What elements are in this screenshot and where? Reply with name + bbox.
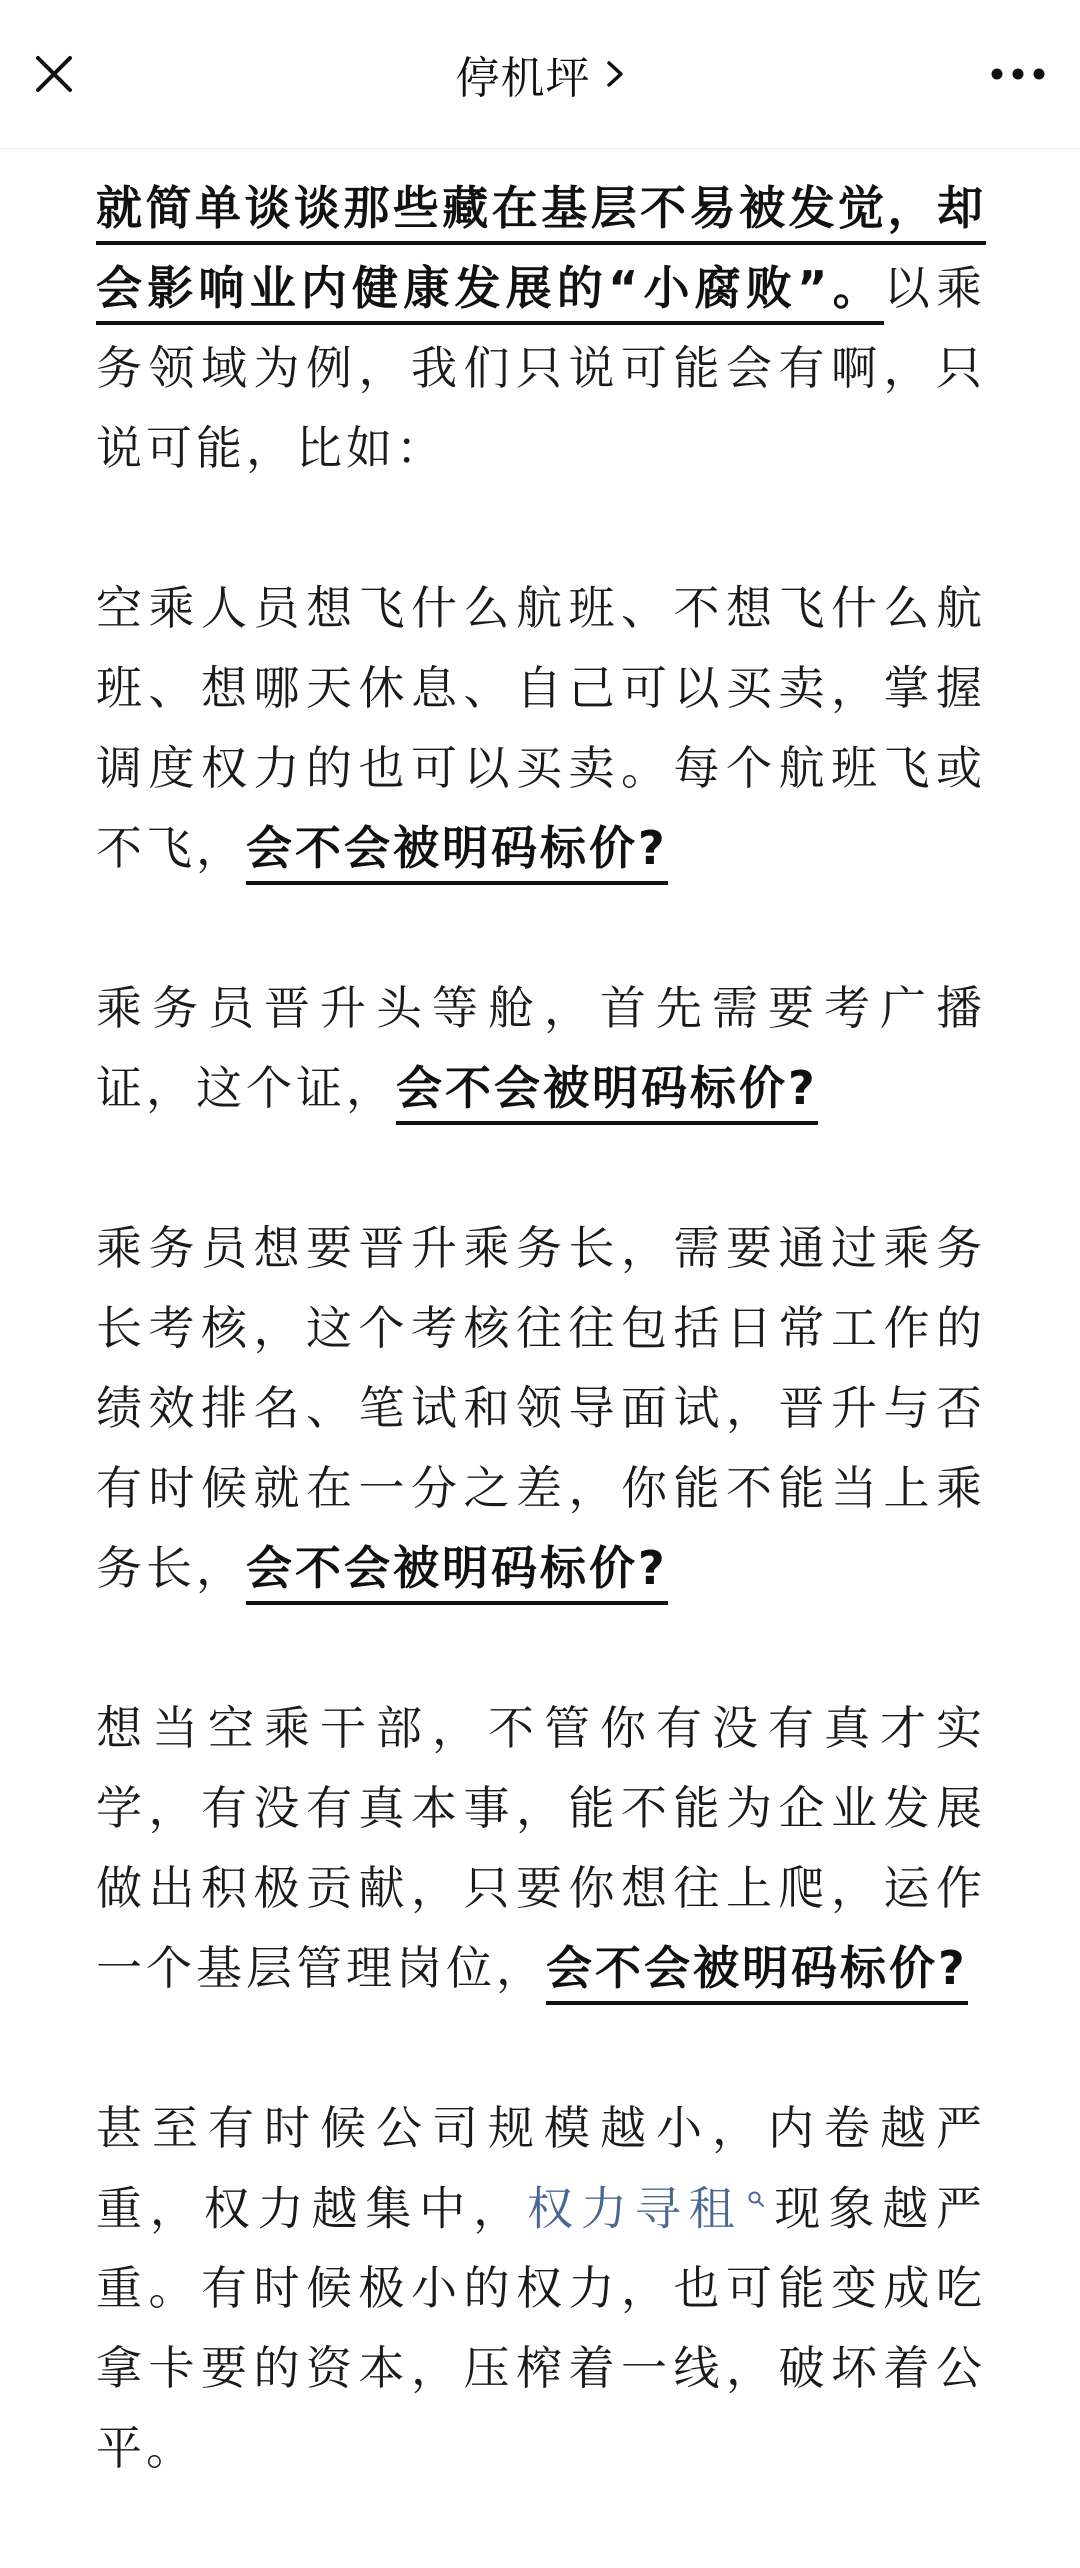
highlighted-text: 就简单谈谈那些藏在基层不易被发觉，却会影响业内健康发展的“小腐败”。 bbox=[96, 181, 986, 325]
more-horizontal-icon bbox=[990, 67, 1046, 81]
paragraph-3 bbox=[96, 968, 986, 1128]
chevron-right-icon bbox=[605, 59, 625, 89]
paragraph-5 bbox=[96, 1688, 986, 2008]
paragraph-4 bbox=[96, 1208, 986, 1608]
more-options-button[interactable] bbox=[978, 42, 1058, 106]
paragraph-text: 甚至有时候公司规模越小，内卷越严重，权力越集中， bbox=[96, 2101, 986, 2236]
paragraph-6 bbox=[96, 2088, 986, 2488]
account-title-link[interactable] bbox=[456, 42, 625, 106]
highlighted-question: 会不会被明码标价? bbox=[246, 1541, 668, 1605]
paragraph-1 bbox=[96, 168, 986, 488]
article-body bbox=[96, 168, 986, 2568]
top-navigation-bar bbox=[0, 0, 1080, 149]
search-icon bbox=[747, 2168, 765, 2248]
paragraph-text: 乘务员想要晋升乘务长，需要通过乘务长考核，这个考核往往包括日常工作的绩效排名、笔试和领导面试，晋升与否有时候就在一分之差，你能不能当上乘务长， bbox=[96, 1221, 986, 1595]
close-button[interactable] bbox=[22, 42, 86, 106]
paragraph-text: 以乘务领域为例，我们只说可能会有啊，只说可能，比如： bbox=[96, 261, 987, 475]
close-icon bbox=[34, 54, 74, 94]
topic-link-power-rent-seeking[interactable]: 权力寻租 bbox=[527, 2181, 743, 2236]
highlighted-question: 会不会被明码标价? bbox=[396, 1061, 818, 1125]
paragraph-text: 现象越严重。有时候极小的权力，也可能变成吃拿卡要的资本，压榨着一线，破坏着公平。 bbox=[96, 2181, 986, 2476]
paragraph-text: 空乘人员想飞什么航班、不想飞什么航班、想哪天休息、自己可以买卖，掌握调度权力的也可以买卖。每个航班飞或不飞， bbox=[96, 581, 986, 875]
highlighted-question: 会不会被明码标价? bbox=[246, 821, 668, 885]
paragraph-2 bbox=[96, 568, 986, 888]
paragraph-text: 想当空乘干部，不管你有没有真才实学，有没有真本事，能不能为企业发展做出积极贡献，只要你想往上爬，运作一个基层管理岗位， bbox=[96, 1701, 986, 1995]
page-title: 停机坪 bbox=[455, 53, 591, 104]
highlighted-question: 会不会被明码标价? bbox=[546, 1941, 968, 2005]
paragraph-text: 乘务员晋升头等舱，首先需要考广播证，这个证， bbox=[96, 981, 986, 1115]
